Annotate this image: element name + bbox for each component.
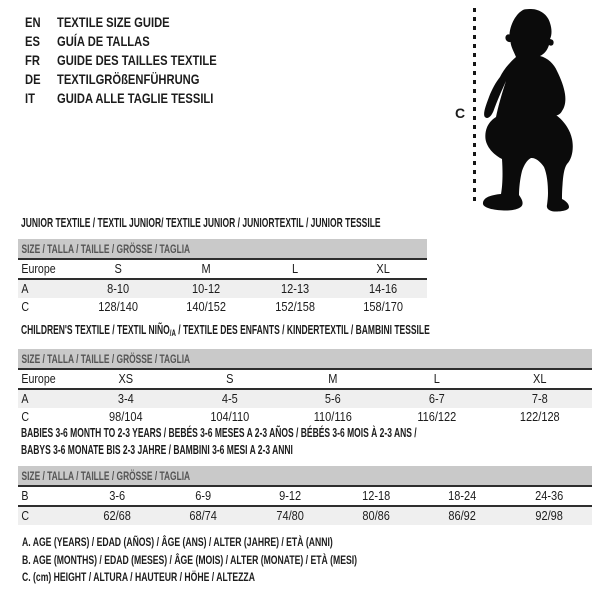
table-cell: 86/92 bbox=[448, 509, 477, 523]
table-cell: 116/122 bbox=[417, 410, 457, 424]
table-cell: 74/80 bbox=[276, 509, 304, 523]
table-cell: 9-12 bbox=[278, 489, 301, 503]
table-cell: 128/140 bbox=[98, 300, 139, 314]
row-label: A bbox=[21, 392, 29, 406]
table-cell: 7-8 bbox=[532, 392, 549, 406]
table-row bbox=[18, 280, 427, 298]
toddler-silhouette bbox=[478, 6, 578, 212]
table-cell: L bbox=[291, 262, 298, 276]
table-cell: 62/68 bbox=[103, 509, 131, 523]
language-code: ES bbox=[25, 33, 40, 49]
size-table-section bbox=[18, 215, 427, 316]
table-cell: 12-13 bbox=[280, 282, 309, 296]
figure-area bbox=[0, 0, 600, 215]
table-cell: 10-12 bbox=[192, 282, 221, 296]
table-row bbox=[18, 260, 427, 280]
title-text: JUNIOR TEXTILE / TEXTIL JUNIOR/ TEXTILE JUNIOR / JUNIORTEXTIL / JUNIOR TESSILE bbox=[21, 216, 381, 230]
size-table-section bbox=[18, 425, 592, 525]
size-header-bar bbox=[18, 466, 592, 487]
height-dashed-line bbox=[473, 8, 476, 206]
table-row bbox=[18, 298, 427, 316]
table-cell: 14-16 bbox=[368, 282, 397, 296]
footnote-line: C. (cm) HEIGHT / ALTURA / HAUTEUR / HÖHE / ALTEZZA bbox=[22, 570, 255, 584]
table-row bbox=[18, 390, 592, 408]
table-cell: 68/74 bbox=[189, 509, 218, 523]
table-cell: S bbox=[114, 262, 122, 276]
size-header-text: SIZE / TALLA / TAILLE / GRÖSSE / TAGLIA bbox=[21, 242, 191, 256]
table-cell: M bbox=[201, 262, 211, 276]
table-title bbox=[21, 215, 427, 232]
language-label: TEXTILGRÖßENFÜHRUNG bbox=[57, 71, 200, 87]
table-cell: 6-7 bbox=[428, 392, 445, 406]
table-cell: 98/104 bbox=[108, 410, 143, 424]
title-text: BABYS 3-6 MONATE BIS 2-3 JAHRE / BAMBINI 3-6 MESI A 2-3 ANNI bbox=[21, 443, 293, 457]
height-measure-label: C bbox=[455, 105, 466, 121]
table-cell: XL bbox=[533, 372, 547, 386]
table-row bbox=[18, 507, 592, 525]
size-header-bar bbox=[18, 349, 592, 370]
footnotes bbox=[22, 534, 487, 587]
table-cell: 24-36 bbox=[534, 489, 563, 503]
table-cell: 6-9 bbox=[195, 489, 212, 503]
table-cell: 122/128 bbox=[520, 410, 561, 424]
table-cell: S bbox=[225, 372, 234, 386]
table-cell: 4-5 bbox=[221, 392, 238, 406]
table-cell: XS bbox=[118, 372, 134, 386]
row-label: Europe bbox=[21, 262, 56, 276]
table-cell: 104/110 bbox=[209, 410, 249, 424]
table-cell: 5-6 bbox=[325, 392, 341, 406]
language-label: GUÍA DE TALLAS bbox=[57, 33, 150, 49]
table-cell: XL bbox=[376, 262, 390, 276]
table-cell: 140/152 bbox=[186, 300, 227, 314]
table-cell: L bbox=[433, 372, 440, 386]
table-cell: M bbox=[328, 372, 338, 386]
table-title bbox=[21, 322, 592, 342]
table-cell: 8-10 bbox=[107, 282, 130, 296]
language-code: DE bbox=[25, 71, 41, 87]
row-label: C bbox=[21, 300, 30, 314]
table-cell: 92/98 bbox=[535, 509, 563, 523]
table-title-line bbox=[21, 322, 430, 342]
table-cell: 18-24 bbox=[448, 489, 477, 503]
table-row bbox=[18, 408, 592, 426]
table-title bbox=[21, 425, 592, 459]
row-label: C bbox=[21, 410, 30, 424]
table-title-line bbox=[21, 215, 381, 232]
language-code: EN bbox=[25, 14, 41, 30]
table-cell: 152/158 bbox=[274, 300, 315, 314]
row-label: C bbox=[21, 509, 30, 523]
size-table-section bbox=[18, 322, 592, 426]
language-label: TEXTILE SIZE GUIDE bbox=[57, 14, 170, 30]
size-header-text: SIZE / TALLA / TAILLE / GRÖSSE / TAGLIA bbox=[21, 469, 191, 483]
table-cell: 158/170 bbox=[362, 300, 403, 314]
row-label: B bbox=[21, 489, 29, 503]
language-code: IT bbox=[25, 90, 35, 106]
title-text: / TEXTILE DES ENFANTS / KINDERTEXTIL / BAMBINI TESSILE bbox=[175, 323, 430, 337]
footnote-line: B. AGE (MONTHS) / EDAD (MESES) / ÂGE (MOIS) / ALTER (MONATE) / ETÀ (MESI) bbox=[22, 552, 358, 567]
table-row bbox=[18, 370, 592, 390]
row-label: Europe bbox=[21, 372, 56, 386]
table-cell: 110/116 bbox=[313, 410, 353, 424]
table-cell: 80/86 bbox=[362, 509, 390, 523]
language-label: GUIDA ALLE TAGLIE TESSILI bbox=[57, 90, 214, 106]
table-cell: 3-6 bbox=[109, 489, 126, 503]
title-text: BABIES 3-6 MONTH TO 2-3 YEARS / BEBÉS 3-6 MESES A 2-3 AÑOS / BÉBÉS 3-6 MOIS À 2-3 ANS / bbox=[21, 426, 417, 440]
size-header-text: SIZE / TALLA / TAILLE / GRÖSSE / TAGLIA bbox=[21, 352, 191, 366]
table-title-line bbox=[21, 425, 417, 442]
row-label: A bbox=[21, 282, 29, 296]
table-cell: 3-4 bbox=[117, 392, 134, 406]
footnote-line: A. AGE (YEARS) / EDAD (AÑOS) / ÂGE (ANS) / ALTER (JAHRE) / ETÀ (ANNI) bbox=[22, 535, 333, 549]
table-cell: 12-18 bbox=[362, 489, 391, 503]
title-text: /A bbox=[169, 328, 176, 338]
table-row bbox=[18, 487, 592, 507]
table-title-line bbox=[21, 442, 409, 459]
size-header-bar bbox=[18, 239, 427, 260]
title-text: CHILDREN'S TEXTILE / TEXTIL NIÑO bbox=[21, 323, 170, 337]
language-code: FR bbox=[25, 52, 40, 68]
language-label: GUIDE DES TAILLES TEXTILE bbox=[57, 52, 217, 68]
